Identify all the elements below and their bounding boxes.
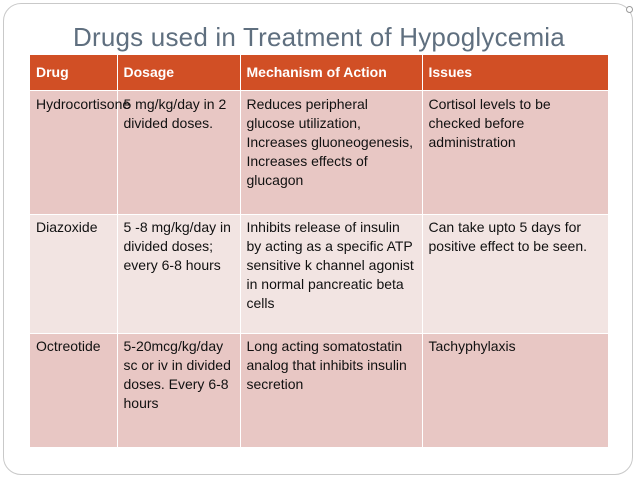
header-issues: Issues — [422, 55, 608, 91]
cell-dosage: 5 -8 mg/kg/day in divided doses; every 6-8 hours — [117, 215, 240, 334]
cell-issues: Tachyphylaxis — [422, 334, 608, 448]
cell-drug: Octreotide — [30, 334, 117, 448]
cell-mechanism: Long acting somatostatin analog that inhibits insulin secretion — [240, 334, 422, 448]
slide-corner-dot — [626, 6, 633, 13]
cell-drug: Hydrocortisone — [30, 91, 117, 215]
table-row — [30, 91, 608, 215]
cell-mechanism: Inhibits release of insulin by acting as a specific ATP sensitive k channel agonist in normal pancreatic beta cells — [240, 215, 422, 334]
header-mechanism: Mechanism of Action — [240, 55, 422, 91]
table-row — [30, 215, 608, 334]
cell-mechanism: Reduces peripheral glucose utilization, Increases gluoneogenesis, Increases effects of glucagon — [240, 91, 422, 215]
cell-issues: Can take upto 5 days for positive effect to be seen. — [422, 215, 608, 334]
slide-title: Drugs used in Treatment of Hypoglycemia — [73, 22, 565, 52]
cell-dosage: 5 mg/kg/day in 2 divided doses. — [117, 91, 240, 215]
cell-dosage: 5-20mcg/kg/day sc or iv in divided doses. Every 6-8 hours — [117, 334, 240, 448]
table-row — [30, 334, 608, 448]
cell-drug: Diazoxide — [30, 215, 117, 334]
drug-table-container — [30, 55, 608, 479]
drug-table — [30, 55, 608, 447]
table-header-row — [30, 55, 608, 91]
header-drug: Drug — [30, 55, 117, 91]
cell-issues: Cortisol levels to be checked before administration — [422, 91, 608, 215]
header-dosage: Dosage — [117, 55, 240, 91]
